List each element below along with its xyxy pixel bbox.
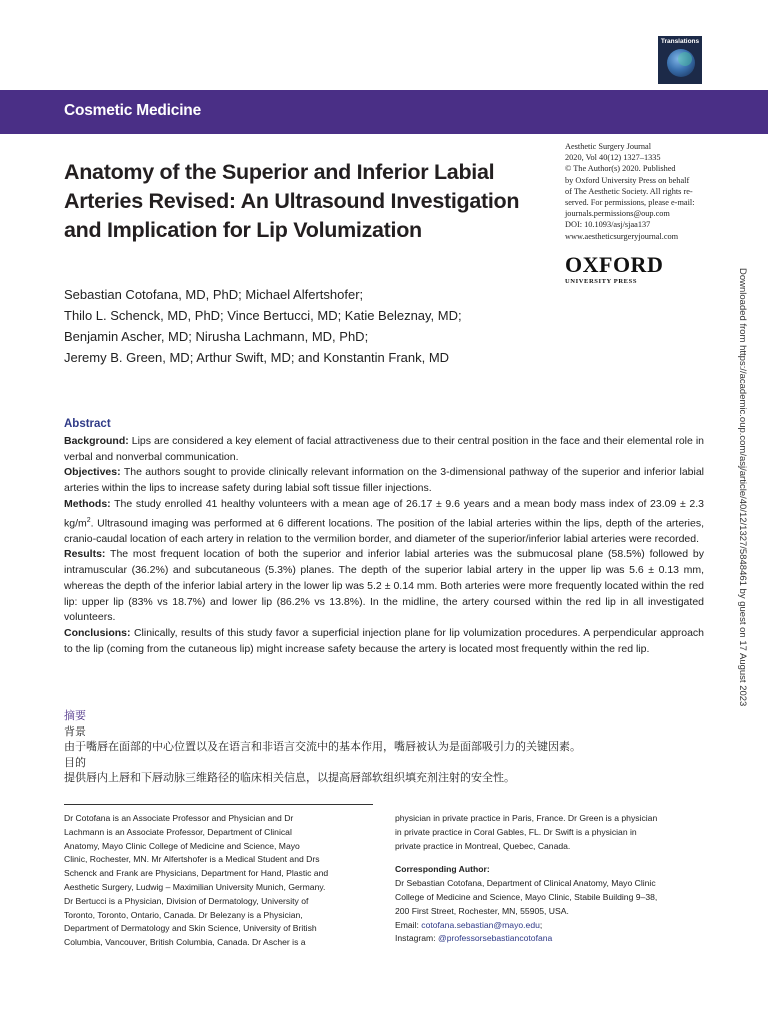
section-banner <box>0 90 768 134</box>
corresponding-line: College of Medicine and Science, Mayo Clinic, Stabile Building 9–38, <box>395 891 658 902</box>
affiliations-footnote-continued <box>395 812 707 946</box>
journal-info-line: 2020, Vol 40(12) 1327–1335 <box>565 153 661 163</box>
author-line: Sebastian Cotofana, MD, PhD; Michael Alfertshofer; <box>64 287 364 302</box>
email-row <box>395 919 707 933</box>
download-watermark-text: Downloaded from https://academic.oup.com/asj/article/40/12/1327/5848461 by guest on 17 August 2023 <box>737 268 748 707</box>
journal-info-line: Aesthetic Surgery Journal <box>565 142 652 151</box>
conclusions-label: Conclusions: <box>64 626 131 639</box>
footnote-line: private practice in Montreal, Quebec, Canada. <box>395 840 571 851</box>
title-line: Anatomy of the Superior and Inferior Labial <box>64 160 495 184</box>
footnote-line: Lachmann is an Associate Professor, Department of Clinical <box>64 826 292 837</box>
journal-website-link[interactable]: www.aestheticsurgeryjournal.com <box>565 231 679 241</box>
objectives-text: The authors sought to provide clinically relevant information on the 3-dimensional pathway of the superior and inferior labial arteries within the lips to increase safety during labial soft tissue filler injections. <box>64 466 704 495</box>
journal-info <box>565 141 705 242</box>
methods-text-cont: . Ultrasound imaging was performed at 6 different locations. The position of the labial arteries within the lips, depth of the arteries, cranio-caudal location of each artery in relation to the vermilion border, and diameter of the superior/inferior labial arteries were recorded. <box>64 517 704 545</box>
footnote-line: Anatomy, Mayo Clinic College of Medicine and Science, Mayo <box>64 840 300 851</box>
abstract-conclusions <box>64 626 704 657</box>
results-label: Results: <box>64 548 106 561</box>
abstract-heading: Abstract <box>64 418 111 430</box>
journal-info-line: of The Aesthetic Society. All rights re- <box>565 186 693 196</box>
author-line: Thilo L. Schenck, MD, PhD; Vince Bertucci, MD; Katie Beleznay, MD; <box>64 308 462 323</box>
section-label: Cosmetic Medicine <box>64 102 202 119</box>
email-label: Email: <box>395 919 422 930</box>
oxford-logo: OXFORD <box>565 252 664 277</box>
footnote-line: Department of Dermatology and Skin Science, University of British <box>64 923 317 934</box>
corresponding-line: Dr Sebastian Cotofana, Department of Clinical Anatomy, Mayo Clinic <box>395 878 656 889</box>
download-watermark <box>736 268 750 758</box>
author-line: Benjamin Ascher, MD; Nirusha Lachmann, MD, PhD; <box>64 329 369 344</box>
objectives-label: Objectives: <box>64 466 121 479</box>
footnote-line: Aesthetic Surgery, Ludwig – Maximilian University Munich, Germany. <box>64 881 326 892</box>
title-line: Arteries Revised: An Ultrasound Investigation <box>64 189 520 213</box>
affiliations-footnote <box>64 812 373 950</box>
background-label: Background: <box>64 435 129 447</box>
chinese-objectives-text: 提供唇内上唇和下唇动脉三维路径的临床相关信息，以提高唇部软组织填充剂注射的安全性。 <box>64 771 515 784</box>
abstract-results <box>64 547 704 626</box>
footnote-line: Schenck and Frank are Physicians, Department for Hand, Plastic and <box>64 868 329 879</box>
corresponding-line: 200 First Street, Rochester, MN, 55905, USA. <box>395 905 569 916</box>
doi-link[interactable]: DOI: 10.1093/asj/sjaa137 <box>565 220 651 230</box>
instagram-link[interactable]: @professorsebastiancotofana <box>438 933 553 944</box>
chinese-background-label: 背景 <box>64 724 86 738</box>
footnote-line: Clinic, Rochester, MN. Mr Alfertshofer is a Medical Student and Drs <box>64 854 320 865</box>
abstract-objectives <box>64 465 704 496</box>
translations-badge[interactable] <box>658 36 702 84</box>
chinese-abstract-heading: 摘要 <box>64 709 86 722</box>
footnote-line: Dr Cotofana is an Associate Professor and Physician and Dr <box>64 813 294 823</box>
methods-text: The study enrolled 41 healthy volunteers with a mean age of 26.17 ± 9.6 years and a mean body mass index of 23.09 ± 2.3 kg/m <box>64 497 704 530</box>
article-title <box>64 158 554 245</box>
footnote-line: Dr Bertucci is a Physician, Division of Dermatology, University of <box>64 895 309 906</box>
chinese-background-text: 由于嘴唇在面部的中心位置以及在语言和非语言交流中的基本作用，嘴唇被认为是面部吸引力的关键因素。 <box>64 740 581 753</box>
permissions-email[interactable]: journals.permissions@oup.com <box>565 209 670 219</box>
conclusions-text: Clinically, results of this study favor a superficial injection plane for lip volumization procedures. A perpendicular approach to the lip (coming from the cutaneous lip) might increase safety because the artery is located most frequently within the red lip. <box>64 626 704 655</box>
footnote-line: Toronto, Toronto, Ontario, Canada. Dr Belezany is a Physician, <box>64 909 303 920</box>
journal-info-line: served. For permissions, please e-mail: <box>565 198 695 208</box>
footnote-line: Columbia, Vancouver, British Columbia, Canada. Dr Ascher is a <box>64 937 306 948</box>
abstract-body <box>64 434 704 657</box>
author-line: Jeremy B. Green, MD; Arthur Swift, MD; and Konstantin Frank, MD <box>64 350 450 365</box>
journal-info-line: © The Author(s) 2020. Published <box>565 164 676 174</box>
methods-label: Methods: <box>64 497 111 510</box>
email-suffix: ; <box>539 919 543 930</box>
footnote-divider <box>64 804 373 805</box>
title-line: and Implication for Lip Volumization <box>64 218 422 242</box>
badge-label: Translations <box>660 38 700 45</box>
footnote-line: physician in private practice in Paris, France. Dr Green is a physician <box>395 813 658 823</box>
globe-highlight <box>678 52 692 66</box>
chinese-objectives-label: 目的 <box>64 755 86 769</box>
results-text: The most frequent location of both the superior and inferior labial arteries was the submucosal plane (58.5%) followed by intramuscular (36.2%) and subcutaneous (5.3%) planes. The depth of the superior labial artery in the upper lip was 5.6 ± 0.13 mm, whereas the depth of the inferior labial artery in the lower lip was 5.2 ± 0.14 mm. Both arteries were more frequently located within the red lip: upper lip (83% vs 18.7%) and lower lip (86.2% vs 13.8%). In the midline, the artery coursed within the red lip in all investigated volunteers. <box>64 548 704 624</box>
methods-superscript: 2 <box>86 516 91 524</box>
abstract-background <box>64 434 704 465</box>
chinese-abstract <box>64 708 704 786</box>
university-press-logo-text: UNIVERSITY PRESS <box>565 278 638 285</box>
instagram-label: Instagram: <box>395 933 438 944</box>
author-list <box>64 284 564 368</box>
instagram-row <box>395 932 707 946</box>
footnote-line: in private practice in Coral Gables, FL. Dr Swift is a physician in <box>395 826 637 837</box>
journal-info-line: by Oxford University Press on behalf <box>565 175 690 185</box>
corresponding-author-heading: Corresponding Author: <box>395 864 490 875</box>
email-link[interactable]: cotofana.sebastian@mayo.edu <box>421 919 540 930</box>
background-text: Lips are considered a key element of facial attractiveness due to their central position in the face and their elemental role in verbal and nonverbal communication. <box>64 435 704 463</box>
abstract-methods <box>64 497 704 548</box>
